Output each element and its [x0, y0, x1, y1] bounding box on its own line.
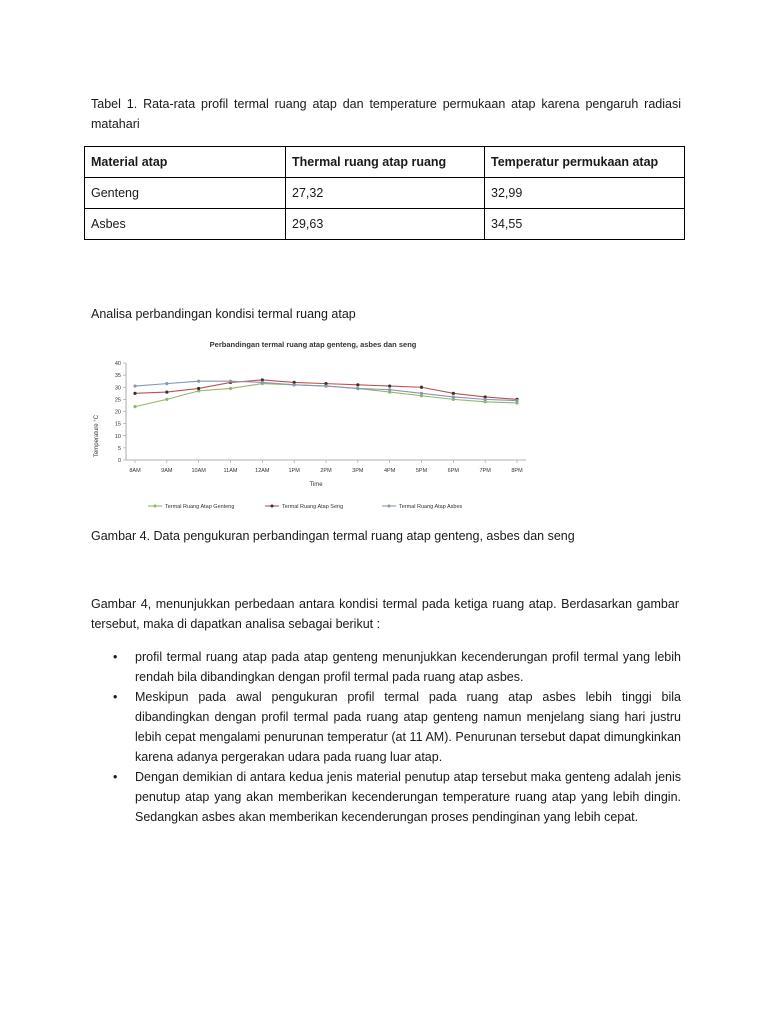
data-point: [420, 386, 423, 389]
y-tick-label: 30: [114, 385, 121, 392]
y-tick-label: 40: [114, 361, 121, 367]
x-tick-label: 6PM: [447, 468, 459, 474]
x-tick-label: 8AM: [129, 468, 141, 474]
table-header-cell: Temperatur permukaan atap: [485, 147, 685, 178]
data-point: [420, 392, 423, 395]
x-tick-label: 11AM: [223, 468, 238, 474]
roof-thermal-table: [84, 146, 685, 240]
legend-label: Termal Ruang Atap Seng: [282, 504, 344, 510]
bullet-marker: •: [113, 770, 118, 784]
bullet-marker: •: [113, 650, 118, 664]
data-point: [165, 382, 168, 385]
data-point: [229, 387, 232, 390]
x-tick-label: 4PM: [384, 468, 396, 474]
bullet-text: Dengan demikian di antara kedua jenis material penutup atap tersebut maka genteng adalah jenis penutup atap yang akan memberikan kecenderungan temperature ruang atap yang lebih dingin. Sedangkan asbes akan memberikan kecenderungan proses pendinginan yang lebih cepat.: [135, 770, 681, 824]
table-row: [85, 178, 685, 209]
x-tick-label: 12AM: [255, 468, 270, 474]
x-tick-label: 3PM: [352, 468, 364, 474]
figure-caption: Gambar 4. Data pengukuran perbandingan termal ruang atap genteng, asbes dan seng: [91, 529, 575, 543]
data-point: [197, 380, 200, 383]
table-row: [85, 209, 685, 240]
table-cell: 34,55: [485, 209, 685, 240]
data-point: [515, 399, 518, 402]
analysis-heading: Analisa perbandingan kondisi termal ruang atap: [91, 307, 356, 321]
data-point: [133, 384, 136, 387]
y-tick-label: 20: [114, 409, 121, 416]
x-tick-label: 7PM: [479, 468, 491, 474]
table-header-cell: Thermal ruang atap ruang: [286, 147, 485, 178]
data-point: [197, 387, 200, 390]
bullet-item: [91, 767, 681, 827]
x-tick-label: 9AM: [161, 468, 173, 474]
chart-title: Perbandingan termal ruang atap genteng, asbes dan seng: [209, 340, 417, 349]
table-cell: 32,99: [485, 178, 685, 209]
data-point: [388, 388, 391, 391]
x-tick-label: 10AM: [191, 468, 206, 474]
data-point: [261, 381, 264, 384]
y-tick-label: 35: [114, 373, 121, 380]
data-point: [388, 384, 391, 387]
bullet-text: Meskipun pada awal pengukuran profil termal pada ruang atap asbes lebih tinggi bila dibandingkan dengan profil termal pada ruang atap genteng namun menjelang siang hari justru lebih cepat mengalami penurunan temperatur (at 11 AM). Penurunan tersebut dapat dimungkinkan karena adanya pergerakan udara pada ruang luar atap.: [135, 690, 681, 764]
table-cell: 27,32: [286, 178, 485, 209]
x-tick-label: 5PM: [415, 468, 428, 474]
table-cell: Asbes: [85, 209, 286, 240]
chart-plot-area: [115, 361, 526, 474]
data-point: [356, 383, 359, 386]
legend-marker: [271, 505, 274, 508]
data-point: [293, 383, 296, 386]
legend-marker: [388, 505, 391, 508]
table-cell: 29,63: [286, 209, 485, 240]
data-point: [165, 391, 168, 394]
chart-legend: [148, 504, 463, 510]
data-point: [229, 380, 232, 383]
legend-marker: [154, 505, 157, 508]
analysis-bullet-list: [91, 647, 681, 827]
data-point: [484, 398, 487, 401]
data-point: [324, 384, 327, 387]
bullet-item: [91, 647, 681, 687]
data-point: [452, 395, 455, 398]
y-tick-label: 0: [117, 458, 121, 464]
y-axis-label: Temperature °C: [94, 414, 100, 458]
bullet-item: [91, 687, 681, 767]
table-header-row: [85, 147, 685, 178]
y-tick-label: 10: [114, 433, 121, 440]
data-point: [133, 405, 136, 408]
x-axis-label: Time: [309, 482, 323, 488]
legend-label: Termal Ruang Atap Genteng: [165, 504, 235, 510]
data-point: [452, 392, 455, 395]
data-point: [356, 387, 359, 390]
x-tick-label: 1PM: [288, 468, 300, 474]
analysis-paragraph: Gambar 4, menunjukkan perbedaan antara kondisi termal pada ketiga ruang atap. Berdasarkan gambar tersebut, maka di dapatkan analisa sebagai berikut :: [91, 597, 679, 631]
bullet-marker: •: [113, 690, 118, 704]
data-point: [133, 392, 136, 395]
thermal-comparison-chart: [88, 336, 533, 516]
table-cell: Genteng: [85, 178, 286, 209]
y-tick-label: 15: [114, 421, 121, 428]
bullet-text: profil termal ruang atap pada atap genteng menunjukkan kecenderungan profil termal yang lebih rendah bila dibandingkan dengan profil termal pada ruang atap asbes.: [135, 650, 681, 684]
data-point: [165, 398, 168, 401]
table-caption: Tabel 1. Rata-rata profil termal ruang atap dan temperature permukaan atap karena pengaruh radiasi matahari: [91, 97, 681, 131]
x-tick-label: 8PM: [511, 468, 523, 474]
table-header-cell: Material atap: [85, 147, 286, 178]
y-tick-label: 25: [114, 397, 121, 404]
x-tick-label: 2PM: [320, 468, 332, 474]
legend-label: Termal Ruang Atap Asbes: [399, 504, 463, 510]
y-tick-label: 5: [117, 445, 121, 452]
